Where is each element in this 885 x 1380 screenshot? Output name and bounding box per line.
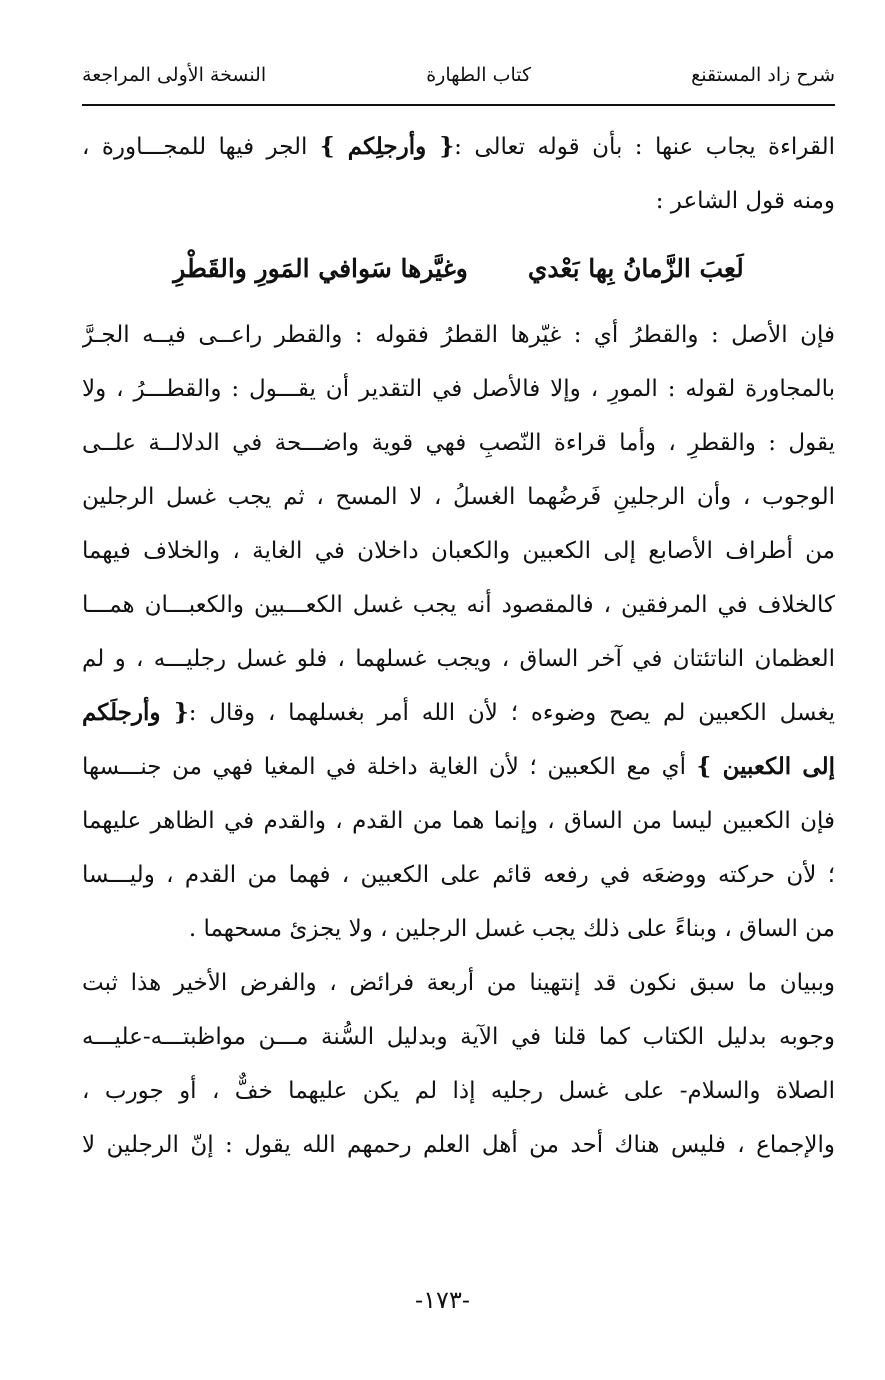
text-line: كالخلاف في المرفقين ، فالمقصود أنه يجب غسل الكعـــبين والكعبـــان همـــا bbox=[82, 592, 835, 618]
text-line: وجوبه بدليل الكتاب كما قلنا في الآية وبدليل السُّنة مـــن مواظبتـــه-عليـــه bbox=[82, 1024, 835, 1050]
header-right-text: شرح زاد المستقنع bbox=[691, 64, 835, 86]
text-line bbox=[82, 686, 835, 740]
poetry-verse bbox=[82, 228, 835, 308]
text-line: بالمجاورة لقوله : المورِ ، وإلا فالأصل في التقدير أن يقـــول : والقطـــرُ ، ولا bbox=[82, 376, 835, 402]
quran-quote: { وأرجلِكم } bbox=[319, 133, 455, 160]
text-segment: الجر فيها للمجـــاورة ، bbox=[82, 134, 320, 160]
text-segment: يغسل الكعبين لم يصح وضوءه ؛ لأن الله أمر بغسلهما ، وقال : bbox=[188, 700, 835, 726]
text-line: العظمان الناتئتان في آخر الساق ، ويجب غسلهما ، فلو غسل رجليـــه ، و لم bbox=[82, 646, 835, 672]
quran-quote: إلى الكعبين } bbox=[696, 753, 835, 780]
text-line: فإن الأصل : والقطرُ أي : غيّرها القطرُ فقوله : والقطر راعــى فيــه الجـرَّ bbox=[82, 322, 835, 348]
text-line: والإجماع ، فليس هناك أحد من أهل العلم رحمهم الله يقول : إنّ الرجلين لا bbox=[82, 1132, 835, 1158]
text-line: الوجوب ، وأن الرجلينِ فَرضُهما الغسلُ ، لا المسح ، ثم يجب غسل الرجلين bbox=[82, 484, 835, 510]
text-segment: أي مع الكعبين ؛ لأن الغاية داخلة في المغيا فهي من جنـــسها bbox=[82, 754, 697, 780]
verse-first-hemistich: لَعِبَ الزَّمانُ بِها بَعْدي bbox=[527, 253, 744, 283]
text-line: وببيان ما سبق نكون قد إنتهينا من أربعة فرائض ، والفرض الأخير هذا ثبت bbox=[82, 970, 835, 996]
text-line bbox=[82, 120, 835, 174]
text-line bbox=[82, 740, 835, 794]
body-text bbox=[82, 120, 835, 1172]
quran-quote: { وأرجلَكم bbox=[82, 699, 189, 726]
header-left-text: النسخة الأولى المراجعة bbox=[82, 64, 267, 86]
text-line: الصلاة والسلام- على غسل رجليه إذا لم يكن عليهما خفٌّ ، أو جورب ، bbox=[82, 1078, 835, 1104]
header-center-text: كتاب الطهارة bbox=[426, 64, 532, 86]
text-line: من أطراف الأصابع إلى الكعبين والكعبان داخلان في الغاية ، والخلاف فيهما bbox=[82, 538, 835, 564]
running-header bbox=[82, 58, 835, 92]
header-divider bbox=[82, 104, 835, 106]
text-segment: ومنه قول الشاعر : bbox=[655, 188, 835, 214]
text-line: من الساق ، وبناءً على ذلك يجب غسل الرجلين ، ولا يجزئ مسحهما . bbox=[188, 916, 835, 942]
page-number: -١٧٣- bbox=[415, 1286, 470, 1314]
text-line: يقول : والقطرِ ، وأما قراءة النّصبِ فهي قوية واضـــحة في الدلالــة علــى bbox=[82, 430, 835, 456]
text-line: ؛ لأن حركته ووضعَه في رفعه قائم على الكعبين ، فهما من القدم ، وليـــسا bbox=[82, 862, 835, 888]
text-line bbox=[82, 174, 835, 228]
verse-second-hemistich: وغيَّرها سَوافي المَورِ والقَطْرِ bbox=[173, 253, 468, 283]
text-line: فإن الكعبين ليسا من الساق ، وإنما هما من القدم ، والقدم في الظاهر عليهما bbox=[82, 808, 835, 834]
text-segment: القراءة يجاب عنها : بأن قوله تعالى : bbox=[454, 134, 835, 160]
